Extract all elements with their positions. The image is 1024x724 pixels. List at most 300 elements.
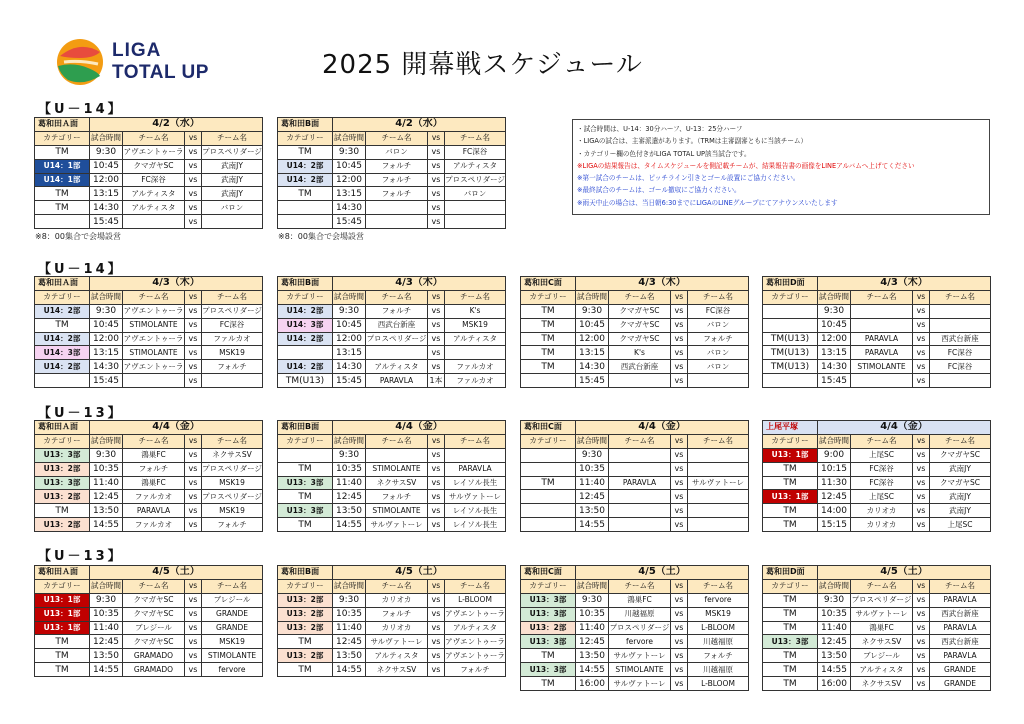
team-home-cell: カリオカ	[851, 518, 913, 532]
match-date: 4/2（水）	[333, 118, 506, 132]
col-header-category: カテゴリー	[763, 290, 818, 304]
col-header-team: チーム名	[688, 434, 749, 448]
team-away-cell: サルヴァトーレ	[688, 476, 749, 490]
table-row	[521, 304, 749, 318]
team-away-cell: FC深谷	[930, 346, 991, 360]
team-home-cell: クマガヤSC	[609, 304, 671, 318]
match-date: 4/2（水）	[90, 118, 263, 132]
vs-cell: vs	[185, 518, 202, 532]
team-away-cell: PARAVLA	[445, 462, 506, 476]
vs-cell: vs	[185, 593, 202, 607]
table-row	[35, 448, 263, 462]
table-row	[278, 201, 506, 215]
team-away-cell: GRANDE	[202, 621, 263, 635]
vs-cell: vs	[428, 145, 445, 159]
col-header-category: カテゴリー	[521, 579, 576, 593]
category-cell: U13：2部	[278, 607, 333, 621]
col-header-vs: vs	[185, 579, 202, 593]
vs-cell: vs	[913, 607, 930, 621]
team-home-cell: フォルチ	[366, 607, 428, 621]
col-header-team: チーム名	[851, 434, 913, 448]
table-row	[521, 593, 749, 607]
team-home-cell: アヴエントゥーラ	[123, 332, 185, 346]
table-row	[763, 607, 991, 621]
col-header-team: チーム名	[202, 434, 263, 448]
vs-cell: vs	[913, 518, 930, 532]
vs-cell: vs	[671, 304, 688, 318]
venue-label: 葛和田B面	[278, 118, 333, 132]
time-cell: 16:00	[818, 677, 851, 691]
table-row	[278, 448, 506, 462]
time-cell: 10:35	[576, 607, 609, 621]
team-home-cell: フォルチ	[366, 187, 428, 201]
time-cell: 14:55	[90, 663, 123, 677]
team-away-cell: FC深谷	[202, 318, 263, 332]
time-cell: 15:45	[818, 374, 851, 388]
col-header-team: チーム名	[366, 579, 428, 593]
vs-cell: vs	[428, 593, 445, 607]
team-home-cell: 鴻巣FC	[123, 476, 185, 490]
team-home-cell: PARAVLA	[851, 346, 913, 360]
section-heading-u14-a: 【U－14】	[38, 102, 124, 117]
col-header-time: 試合時間	[333, 579, 366, 593]
vs-cell: vs	[671, 504, 688, 518]
category-cell: U13：2部	[35, 462, 90, 476]
category-cell: TM	[35, 504, 90, 518]
vs-cell: vs	[913, 374, 930, 388]
team-home-cell: ブレジール	[123, 621, 185, 635]
vs-cell: vs	[913, 360, 930, 374]
team-home-cell: ネクサスSV	[366, 663, 428, 677]
col-header-vs: vs	[671, 290, 688, 304]
time-cell: 14:55	[818, 663, 851, 677]
time-cell: 13:15	[333, 346, 366, 360]
team-home-cell: STIMOLANTE	[609, 663, 671, 677]
vs-cell: vs	[185, 462, 202, 476]
col-header-time: 試合時間	[818, 579, 851, 593]
time-cell: 12:45	[333, 635, 366, 649]
category-cell	[521, 490, 576, 504]
time-cell: 9:30	[90, 593, 123, 607]
col-header-team: チーム名	[445, 434, 506, 448]
team-home-cell: FC深谷	[123, 173, 185, 187]
team-home-cell	[366, 346, 428, 360]
time-cell: 11:40	[576, 476, 609, 490]
time-cell: 10:35	[90, 607, 123, 621]
col-header-category: カテゴリー	[278, 290, 333, 304]
team-home-cell: フォルチ	[366, 304, 428, 318]
time-cell: 11:40	[576, 621, 609, 635]
vs-cell: vs	[913, 448, 930, 462]
table-row	[763, 621, 991, 635]
match-date: 4/5（土）	[333, 566, 506, 580]
team-home-cell	[609, 504, 671, 518]
team-away-cell: MSK19	[445, 318, 506, 332]
team-home-cell: 鴻巣FC	[851, 621, 913, 635]
vs-cell: vs	[428, 187, 445, 201]
col-header-team: チーム名	[123, 579, 185, 593]
col-header-team: チーム名	[930, 579, 991, 593]
team-home-cell: クマガヤSC	[123, 635, 185, 649]
team-away-cell: STIMOLANTE	[202, 649, 263, 663]
team-away-cell: L-BLOOM	[688, 621, 749, 635]
vs-cell: vs	[428, 490, 445, 504]
vs-cell: vs	[428, 504, 445, 518]
vs-cell: vs	[671, 490, 688, 504]
table-row	[763, 360, 991, 374]
table-row	[521, 490, 749, 504]
col-header-category: カテゴリー	[35, 434, 90, 448]
team-home-cell: 鴻巣FC	[123, 448, 185, 462]
col-header-time: 試合時間	[576, 434, 609, 448]
col-header-time: 試合時間	[90, 290, 123, 304]
category-cell: U14：2部	[35, 360, 90, 374]
table-row	[763, 448, 991, 462]
table-row	[763, 649, 991, 663]
time-cell: 14:55	[576, 518, 609, 532]
table-row	[521, 607, 749, 621]
team-away-cell: アルティスタ	[445, 332, 506, 346]
time-cell: 14:30	[90, 360, 123, 374]
team-home-cell: アルティスタ	[366, 649, 428, 663]
team-home-cell: アルティスタ	[851, 663, 913, 677]
vs-cell: vs	[913, 621, 930, 635]
table-row	[35, 649, 263, 663]
team-home-cell	[609, 448, 671, 462]
table-row	[278, 374, 506, 388]
table-row	[763, 462, 991, 476]
note-line: ※LIGAの結果報告は、タイムスケジュールを側記載チームが、結果報告書の画像をLINEアルバムへ上げてください	[577, 161, 915, 170]
team-home-cell: アヴエントゥーラ	[123, 145, 185, 159]
category-cell: U13：2部	[521, 621, 576, 635]
team-home-cell	[851, 374, 913, 388]
vs-cell: vs	[671, 663, 688, 677]
team-home-cell: クマガヤSC	[123, 159, 185, 173]
table-row	[763, 318, 991, 332]
category-cell: TM	[35, 187, 90, 201]
time-cell: 14:30	[90, 201, 123, 215]
col-header-vs: vs	[185, 434, 202, 448]
col-header-team: チーム名	[445, 579, 506, 593]
team-home-cell: クマガヤSC	[609, 332, 671, 346]
category-cell: U13：2部	[278, 593, 333, 607]
venue-label: 葛和田Ａ面	[35, 566, 90, 580]
vs-cell: vs	[185, 215, 202, 229]
schedule-table	[762, 565, 991, 691]
team-away-cell: 武南JY	[930, 462, 991, 476]
time-cell: 9:30	[333, 593, 366, 607]
vs-cell: vs	[671, 462, 688, 476]
venue-label: 葛和田Ａ面	[35, 421, 90, 435]
vs-cell: vs	[671, 635, 688, 649]
time-cell: 14:55	[90, 518, 123, 532]
time-cell: 12:45	[90, 635, 123, 649]
venue-label: 葛和田B面	[278, 277, 333, 291]
vs-cell: vs	[185, 621, 202, 635]
match-date: 4/5（土）	[818, 566, 991, 580]
vs-cell: vs	[671, 518, 688, 532]
venue-label: 葛和田C面	[521, 566, 576, 580]
table-row	[35, 201, 263, 215]
team-away-cell: フォルチ	[445, 663, 506, 677]
category-cell	[35, 374, 90, 388]
time-cell: 15:45	[576, 374, 609, 388]
col-header-team: チーム名	[123, 290, 185, 304]
category-cell: U14：1部	[35, 159, 90, 173]
category-cell: U14：3部	[35, 346, 90, 360]
team-home-cell: サルヴァトーレ	[851, 607, 913, 621]
venue-label: 葛和田Ａ面	[35, 118, 90, 132]
team-home-cell: サルヴァトーレ	[366, 518, 428, 532]
team-home-cell: ファルカオ	[123, 490, 185, 504]
team-away-cell: PARAVLA	[930, 649, 991, 663]
col-header-time: 試合時間	[90, 579, 123, 593]
note-line: ・LIGAの試合は、主審派遣があります。（TRMは主審副審ともに当該チーム）	[577, 137, 808, 146]
team-away-cell: プロスペリダージ	[202, 490, 263, 504]
col-header-team: チーム名	[688, 290, 749, 304]
team-home-cell	[366, 215, 428, 229]
category-cell: U13：1部	[763, 490, 818, 504]
team-away-cell	[688, 448, 749, 462]
team-away-cell: ファルカオ	[202, 332, 263, 346]
team-away-cell: サルヴァトーレ	[445, 490, 506, 504]
col-header-vs: vs	[671, 579, 688, 593]
time-cell: 13:15	[90, 187, 123, 201]
time-cell: 13:15	[818, 346, 851, 360]
category-cell: TM	[763, 462, 818, 476]
time-cell: 14:55	[576, 663, 609, 677]
time-cell: 10:45	[333, 159, 366, 173]
category-cell: U13：3部	[521, 663, 576, 677]
vs-cell: vs	[428, 201, 445, 215]
team-away-cell: レイソル長生	[445, 476, 506, 490]
vs-cell: vs	[428, 663, 445, 677]
table-row	[521, 504, 749, 518]
vs-cell: vs	[428, 215, 445, 229]
vs-cell: vs	[428, 476, 445, 490]
table-row	[521, 332, 749, 346]
category-cell: TM	[521, 332, 576, 346]
table-row	[763, 518, 991, 532]
vs-cell: vs	[428, 318, 445, 332]
table-row	[521, 360, 749, 374]
time-cell: 16:00	[576, 677, 609, 691]
col-header-category: カテゴリー	[278, 579, 333, 593]
team-home-cell: カリオカ	[366, 593, 428, 607]
vs-cell: vs	[913, 490, 930, 504]
col-header-vs: vs	[913, 290, 930, 304]
time-cell: 12:45	[818, 635, 851, 649]
time-cell: 13:15	[90, 346, 123, 360]
col-header-vs: vs	[428, 434, 445, 448]
team-home-cell	[609, 518, 671, 532]
vs-cell: vs	[913, 649, 930, 663]
team-away-cell: プロスペリダージ	[445, 173, 506, 187]
vs-cell: vs	[428, 635, 445, 649]
table-row	[763, 374, 991, 388]
match-date: 4/4（金）	[90, 421, 263, 435]
category-cell	[521, 504, 576, 518]
table-row	[35, 332, 263, 346]
time-cell: 14:30	[333, 201, 366, 215]
category-cell: TM	[763, 518, 818, 532]
category-cell: TM	[278, 518, 333, 532]
vs-cell: vs	[185, 346, 202, 360]
col-header-time: 試合時間	[576, 290, 609, 304]
team-away-cell: アルティスタ	[445, 621, 506, 635]
category-cell: TM(U13)	[763, 346, 818, 360]
time-cell: 14:30	[818, 360, 851, 374]
table-row	[35, 159, 263, 173]
vs-cell: vs	[185, 607, 202, 621]
time-cell: 12:00	[818, 332, 851, 346]
venue-label: 葛和田B面	[278, 421, 333, 435]
schedule-table	[520, 565, 749, 691]
col-header-vs: vs	[428, 131, 445, 145]
vs-cell: vs	[913, 504, 930, 518]
venue-label: 葛和田C面	[521, 421, 576, 435]
schedule-table	[762, 420, 991, 532]
team-home-cell: PARAVLA	[609, 476, 671, 490]
table-row	[278, 145, 506, 159]
team-home-cell: アヴエントゥーラ	[123, 360, 185, 374]
table-row	[521, 649, 749, 663]
notes-box	[572, 119, 990, 215]
footnote-setup: ※8：00集合で会場設営	[35, 232, 121, 241]
team-away-cell: L-BLOOM	[688, 677, 749, 691]
team-home-cell: アルティスタ	[366, 360, 428, 374]
team-home-cell: ネクサスSV	[366, 476, 428, 490]
vs-cell: vs	[185, 159, 202, 173]
vs-cell: vs	[428, 607, 445, 621]
col-header-time: 試合時間	[333, 434, 366, 448]
col-header-vs: vs	[913, 434, 930, 448]
ball-icon	[54, 36, 106, 88]
col-header-time: 試合時間	[333, 290, 366, 304]
time-cell: 15:45	[90, 215, 123, 229]
venue-label: 上尾平塚	[763, 421, 818, 435]
category-cell: TM(U13)	[763, 360, 818, 374]
vs-cell: vs	[913, 677, 930, 691]
table-row	[35, 621, 263, 635]
vs-cell: 1本	[428, 374, 445, 388]
col-header-vs: vs	[671, 434, 688, 448]
time-cell: 10:45	[333, 318, 366, 332]
team-away-cell: GRANDE	[930, 663, 991, 677]
col-header-team: チーム名	[202, 290, 263, 304]
team-away-cell: アヴエントゥーラ	[445, 607, 506, 621]
col-header-team: チーム名	[123, 131, 185, 145]
table-row	[763, 504, 991, 518]
table-row	[521, 663, 749, 677]
team-home-cell: 西武台新座	[366, 318, 428, 332]
time-cell: 13:50	[576, 504, 609, 518]
time-cell: 12:00	[90, 332, 123, 346]
team-away-cell: 武南JY	[202, 187, 263, 201]
category-cell: TM	[521, 360, 576, 374]
team-away-cell: fervore	[688, 593, 749, 607]
col-header-team: チーム名	[366, 131, 428, 145]
note-line: ・カテゴリー欄の色付きがLIGA TOTAL UP該当試合です。	[577, 149, 751, 158]
category-cell: TM(U13)	[763, 332, 818, 346]
team-away-cell: ファルカオ	[445, 374, 506, 388]
table-row	[278, 215, 506, 229]
footnote-setup: ※8：00集合で会場設営	[278, 232, 364, 241]
vs-cell: vs	[671, 318, 688, 332]
table-row	[763, 593, 991, 607]
col-header-category: カテゴリー	[763, 579, 818, 593]
col-header-team: チーム名	[930, 290, 991, 304]
time-cell: 9:30	[90, 448, 123, 462]
team-home-cell: ネクサスSV	[851, 635, 913, 649]
category-cell: U13：3部	[521, 593, 576, 607]
team-away-cell: 武南JY	[202, 159, 263, 173]
time-cell: 15:45	[333, 215, 366, 229]
team-home-cell	[851, 318, 913, 332]
table-row	[35, 215, 263, 229]
col-header-category: カテゴリー	[521, 434, 576, 448]
col-header-team: チーム名	[202, 579, 263, 593]
team-home-cell	[123, 215, 185, 229]
category-cell: U13：3部	[35, 448, 90, 462]
match-date: 4/3（木）	[90, 277, 263, 291]
vs-cell: vs	[428, 649, 445, 663]
category-cell: U14：2部	[278, 173, 333, 187]
category-cell: TM	[35, 145, 90, 159]
col-header-team: チーム名	[123, 434, 185, 448]
team-away-cell: 武南JY	[930, 504, 991, 518]
schedule-table	[277, 565, 506, 677]
schedule-table	[277, 420, 506, 532]
team-away-cell: GRANDE	[930, 677, 991, 691]
category-cell: TM	[278, 490, 333, 504]
team-home-cell: サルヴァトーレ	[609, 677, 671, 691]
team-home-cell: プロスペリダージ	[851, 593, 913, 607]
category-cell: U14：2部	[278, 304, 333, 318]
team-away-cell	[202, 374, 263, 388]
col-header-time: 試合時間	[90, 434, 123, 448]
team-away-cell: 上尾SC	[930, 518, 991, 532]
vs-cell: vs	[913, 332, 930, 346]
team-home-cell: STIMOLANTE	[851, 360, 913, 374]
table-row	[278, 635, 506, 649]
category-cell	[763, 304, 818, 318]
category-cell: TM	[521, 677, 576, 691]
match-date: 4/4（金）	[576, 421, 749, 435]
team-away-cell	[202, 215, 263, 229]
vs-cell: vs	[185, 649, 202, 663]
team-home-cell: フォルチ	[123, 462, 185, 476]
col-header-category: カテゴリー	[35, 290, 90, 304]
vs-cell: vs	[185, 304, 202, 318]
vs-cell: vs	[428, 360, 445, 374]
category-cell: TM	[278, 462, 333, 476]
team-home-cell: FC深谷	[851, 476, 913, 490]
table-row	[763, 677, 991, 691]
team-away-cell: バロン	[688, 360, 749, 374]
team-home-cell: fervore	[609, 635, 671, 649]
team-away-cell: クマガヤSC	[930, 476, 991, 490]
schedule-table	[34, 117, 263, 229]
team-away-cell	[930, 318, 991, 332]
team-home-cell: ブレジール	[851, 649, 913, 663]
category-cell	[521, 462, 576, 476]
section-heading-u13-a: 【U－13】	[38, 406, 124, 421]
table-row	[35, 173, 263, 187]
section-heading-u13-b: 【U－13】	[38, 549, 124, 564]
team-home-cell	[366, 448, 428, 462]
team-away-cell: MSK19	[202, 504, 263, 518]
